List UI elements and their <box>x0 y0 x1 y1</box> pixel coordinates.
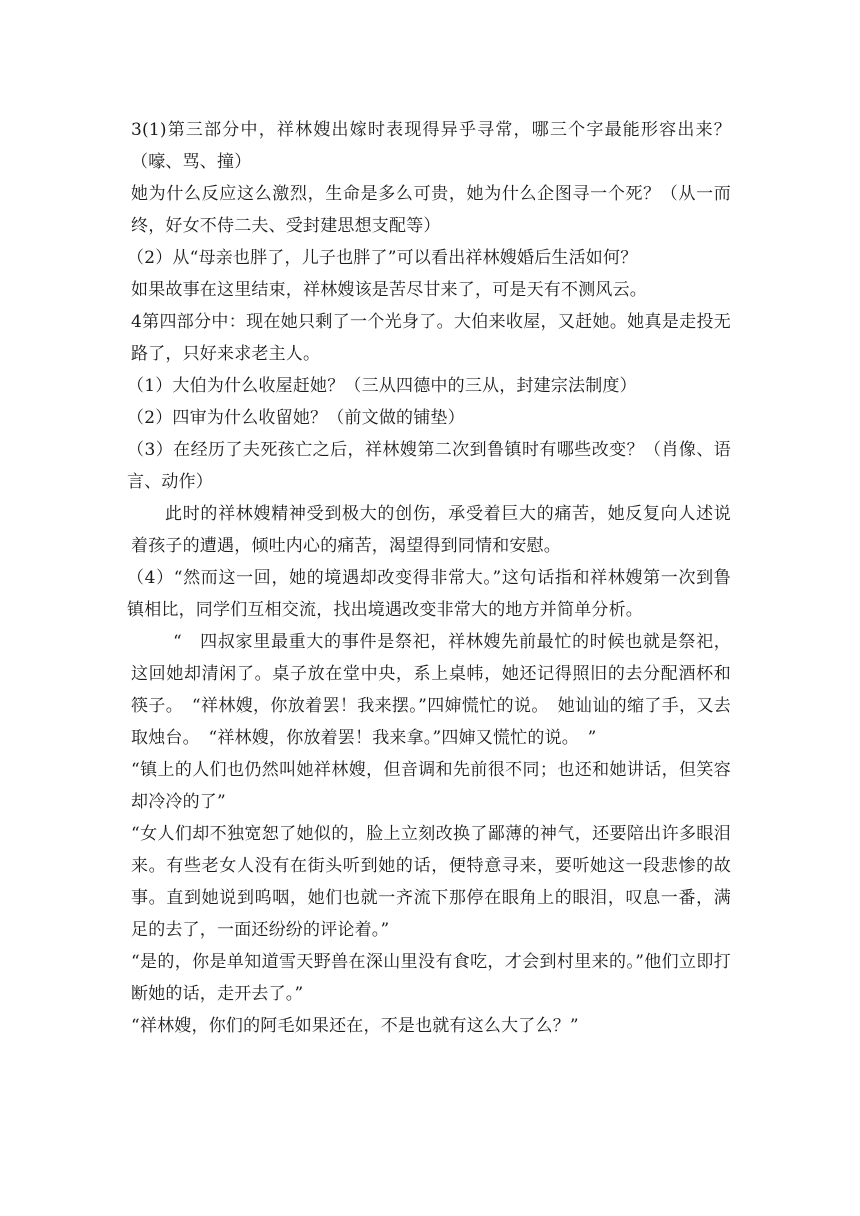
paragraph-quote-townspeople: “镇上的人们也仍然叫她祥林嫂，但音调和先前很不同；也还和她讲话，但笑容却冷冷的了” <box>131 760 731 812</box>
paragraph-question-3-2: （2）从“母亲也胖了，儿子也胖了”可以看出祥林嫂婚后生活如何？ <box>127 248 638 268</box>
paragraph-why-react: 她为什么反应这么激烈，生命是多么可贵，她为什么企图寻一个死？（从一而终，好女不侍二夫、受封建思想支配等） <box>131 184 731 236</box>
paragraph-quote-sacrifice: “ 四叔家里最重大的事件是祭祀，祥林嫂先前最忙的时候也就是祭祀，这回她却清闲了。桌子放在堂中央，系上桌帏，她还记得照旧的去分配酒杯和筷子。 “祥林嫂，你放着罢！我来摆。”四婶慌忙的说。 她讪讪的缩了手，又去取烛台。 “祥林嫂，你放着罢！我来拿。”四婶又慌忙的说。 ” <box>131 632 731 748</box>
paragraph-question-4-2: （2）四审为什么收留她？（前文做的铺垫） <box>127 408 465 428</box>
paragraph-quote-interrupt: “是的，你是单知道雪天野兽在深山里没有食吃，才会到村里来的。”他们立即打断她的话，走开去了。” <box>131 952 731 1004</box>
paragraph-part-4: 4第四部分中：现在她只剩了一个光身了。大伯来收屋，又赶她。她真是走投无路了，只好来求老主人。 <box>131 312 731 364</box>
paragraph-question-4-1: （1）大伯为什么收屋赶她？（三从四德中的三从，封建宗法制度） <box>127 376 637 396</box>
paragraph-question-3-1: 3(1)第三部分中，祥林嫂出嫁时表现得异乎寻常，哪三个字最能形容出来？（嚎、骂、撞） <box>131 120 731 172</box>
paragraph-story-end: 如果故事在这里结束，祥林嫂该是苦尽甘来了，可是天有不测风云。 <box>131 280 647 300</box>
paragraph-quote-amao: “祥林嫂，你们的阿毛如果还在，不是也就有这么大了么？” <box>131 1016 579 1036</box>
paragraph-trauma: 此时的祥林嫂精神受到极大的创伤，承受着巨大的痛苦，她反复向人述说着孩子的遭遇，倾吐内心的痛苦，渴望得到同情和安慰。 <box>131 504 731 556</box>
paragraph-quote-women: “女人们却不独宽恕了她似的，脸上立刻改换了鄙薄的神气，还要陪出许多眼泪来。有些老女人没有在街头听到她的话，便特意寻来，要听她这一段悲惨的故事。直到她说到呜咽，她们也就一齐流下那停在眼角上的眼泪，叹息一番，满足的去了，一面还纷纷的评论着。” <box>131 824 731 940</box>
paragraph-question-4-3: （3）在经历了夫死孩亡之后，祥林嫂第二次到鲁镇时有哪些改变？（肖像、语言、动作） <box>127 440 731 492</box>
document-body <box>127 114 731 1042</box>
paragraph-question-4-4: （4）“然而这一回，她的境遇却改变得非常大。”这句话指和祥林嫂第一次到鲁镇相比，同学们互相交流，找出境遇改变非常大的地方并简单分析。 <box>127 568 731 620</box>
